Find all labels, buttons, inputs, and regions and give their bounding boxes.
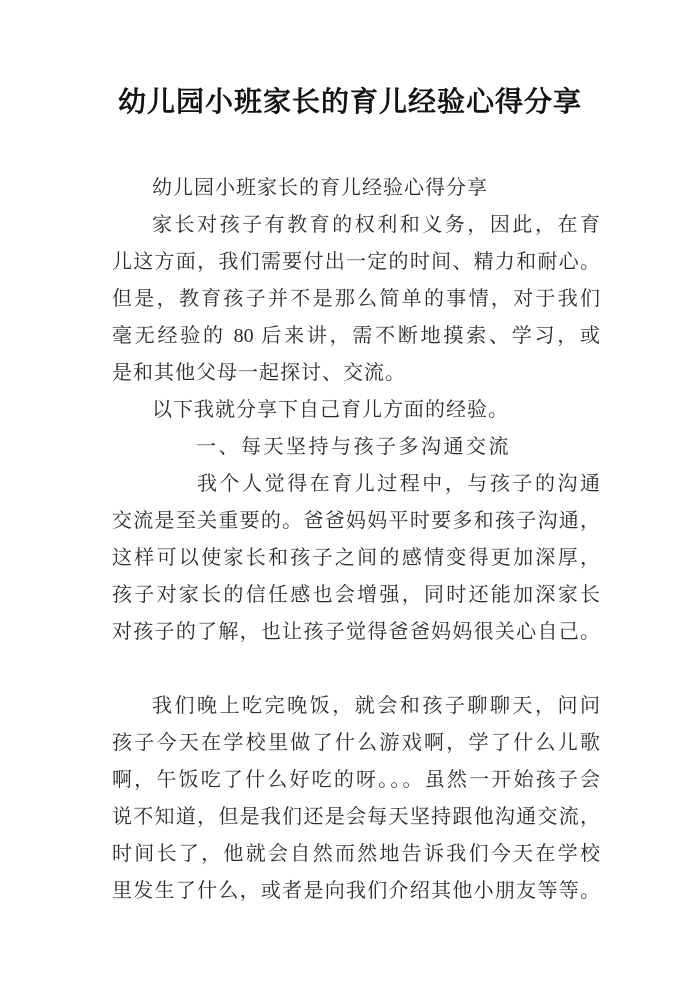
text-line: 但是，教育孩子并不是那么简单的事情，对于我们 [112,288,600,310]
text-line: 是和其他父母一起探讨、交流。 [112,362,406,384]
text-line: 儿这方面，我们需要付出一定的时间、精力和耐心。 [112,251,600,273]
text-line: 时间长了，他就会自然而然地告诉我们今天在学校 [112,843,600,865]
text-line: 我们晚上吃完晚饭，就会和孩子聊聊天，问问 [152,695,600,717]
document-body [112,170,600,910]
text-line: 我个人觉得在育儿过程中，与孩子的沟通 [197,473,600,495]
blank-line [112,651,600,688]
text-line: 这样可以使家长和孩子之间的感情变得更加深厚， [112,547,600,569]
text-line: 一、每天坚持与孩子多沟通交流 [196,436,511,458]
text-line: 家长对孩子有教育的权利和义务，因此，在育 [152,214,600,236]
text-line: 啊，午饭吃了什么好吃的呀。。。虽然一开始孩子会 [112,769,600,791]
text-line: 以下我就分享下自己育儿方面的经验。 [152,399,509,421]
text-line: 孩子对家长的信任感也会增强，同时还能加深家长 [112,584,600,606]
text-line: 里发生了什么，或者是向我们介绍其他小朋友等等。 [112,880,600,902]
text-line: 幼儿园小班家长的育儿经验心得分享 [152,177,488,199]
text-line: 孩子今天在学校里做了什么游戏啊，学了什么儿歌 [112,732,600,754]
text-line: 毫无经验的 80 后来讲，需不断地摸索、学习，或 [112,325,600,347]
text-line: 说不知道，但是我们还是会每天坚持跟他沟通交流， [112,806,600,828]
document-title: 幼儿园小班家长的育儿经验心得分享 [117,86,582,117]
text-line: 交流是至关重要的。爸爸妈妈平时要多和孩子沟通， [112,510,600,532]
text-line: 对孩子的了解，也让孩子觉得爸爸妈妈很关心自己。 [112,621,600,643]
